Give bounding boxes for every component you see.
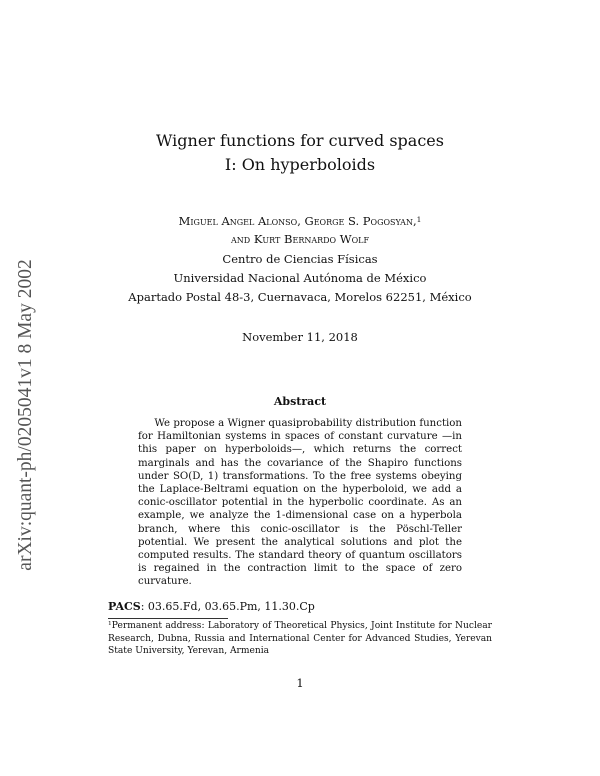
authors-line-1: [0, 212, 600, 230]
affiliation-line-1: Centro de Ciencias Físicas: [222, 252, 378, 266]
footnote: [108, 620, 492, 658]
pacs-label: PACS: [108, 600, 141, 613]
footnote-mark: 1: [108, 620, 112, 627]
title-line-2: I: On hyperboloids: [224, 155, 376, 174]
pacs-line: [108, 600, 315, 613]
authors-line-1-names: Miguel Angel Alonso, George S. Pogosyan,: [178, 214, 417, 228]
title-line-1: Wigner functions for curved spaces: [156, 131, 444, 150]
abstract-heading: Abstract: [273, 395, 327, 408]
footnote-rule: [108, 618, 228, 619]
author-list: [0, 212, 600, 248]
author-footnote-mark: 1: [416, 214, 422, 224]
affiliation-line-3: Apartado Postal 48-3, Cuernavaca, Morelos 62251, México: [128, 290, 472, 304]
authors-line-2: and Kurt Bernardo Wolf: [230, 232, 370, 246]
footnote-text: Permanent address: Laboratory of Theoretical Physics, Joint Institute for Nuclear Research, Dubna, Russia and International Center for Advanced Studies, Yerevan State University, Yerevan, Armenia: [108, 621, 492, 657]
arxiv-sidebar-stamp: arXiv:quant-ph/0205041v1 8 May 2002: [15, 259, 36, 571]
affiliation: [0, 250, 600, 307]
paper-title: [0, 129, 600, 177]
pacs-codes: : 03.65.Fd, 03.65.Pm, 11.30.Cp: [140, 600, 315, 613]
date: November 11, 2018: [242, 330, 358, 344]
page-number: 1: [296, 676, 304, 690]
abstract-body: We propose a Wigner quasiprobability distribution function for Hamiltonian systems in spaces of constant curvature —in this paper on hyperboloids—, which returns the correct marginals and has the covariance of the Shapiro functions under SO(D, 1) transformations. To the free systems obeying the Laplace-Beltrami equation on the hyperboloid, we add a conic-oscillator potential in the hyperbolic coordinate. As an example, we analyze the 1-dimensional case on a hyperbola branch, where this conic-oscillator is the Pöschl-Teller potential. We present the analytical solutions and plot the computed results. The standard theory of quantum oscillators is regained in the contraction limit to the space of zero curvature.: [138, 418, 462, 588]
affiliation-line-2: Universidad Nacional Autónoma de México: [173, 271, 427, 285]
